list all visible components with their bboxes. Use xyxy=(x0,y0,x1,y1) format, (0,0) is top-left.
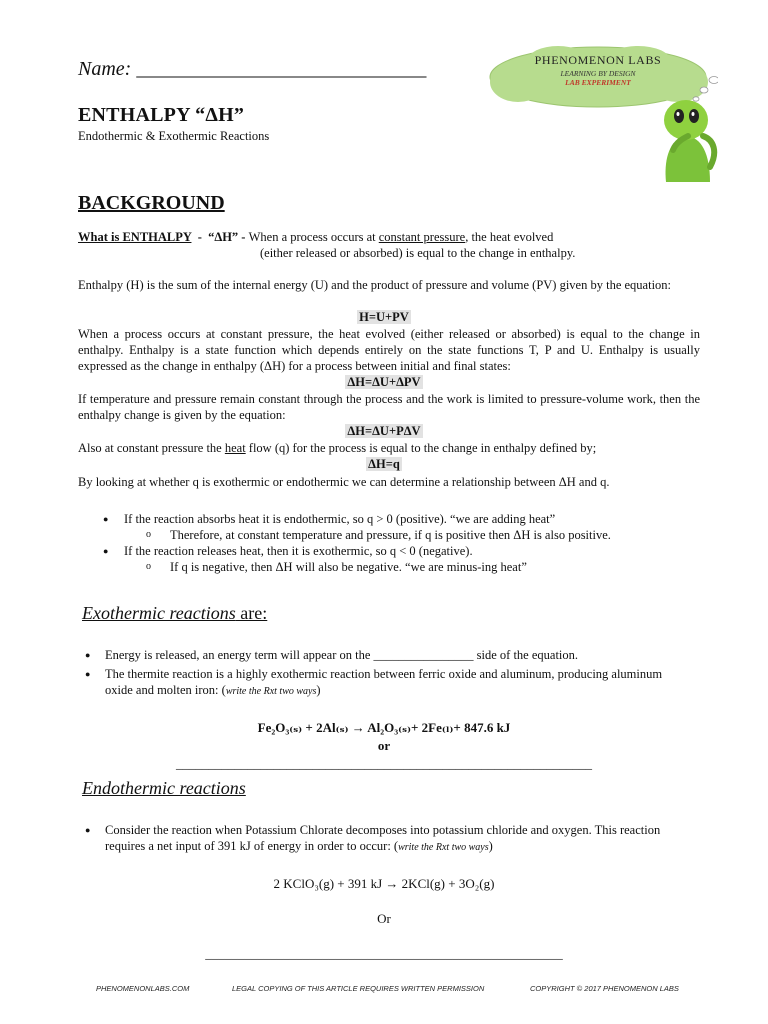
thermite-reaction: Fe₂O₃₍ₛ₎ + 2Al₍ₛ₎ → Al₂O₃₍ₛ₎+ 2Fe₍ₗ₎+ 847.6 kJ xyxy=(257,720,511,735)
bullet-dot-icon: ● xyxy=(103,546,109,556)
exo-answer-blank[interactable]: ________________________________________________________________ xyxy=(176,756,592,771)
thermite-close: ) xyxy=(316,683,321,697)
equation-1-text: H=U+PV xyxy=(359,310,409,324)
background-heading: BACKGROUND xyxy=(78,192,225,214)
bullet-dot-icon: ● xyxy=(85,669,91,679)
para-heat-flow xyxy=(78,440,700,456)
equation-1 xyxy=(0,310,768,325)
sub-bullet-positive: Therefore, at constant temperature and pressure, if q is positive then ΔH is also positive. xyxy=(170,528,611,542)
chlorate-note: write the Rxt two ways xyxy=(398,842,489,853)
logo-title: PHENOMENON LABS xyxy=(534,53,662,67)
phenomenon-labs-logo xyxy=(488,42,718,187)
bullet-endothermic: If the reaction absorbs heat it is endothermic, so q > 0 (positive). “we are adding heat” xyxy=(124,512,556,526)
footer-copyright: COPYRIGHT © 2017 PHENOMENON LABS xyxy=(530,984,679,993)
heat-flow-text-a: Also at constant pressure the xyxy=(78,441,225,455)
logo-lab-label: LAB EXPERIMENT xyxy=(565,78,631,87)
what-is-enthalpy-line xyxy=(78,229,700,245)
constant-pressure-text: constant pressure xyxy=(378,230,466,244)
endo-answer-blank[interactable]: _______________________________________________________ xyxy=(205,946,563,961)
exo-bullet-thermite xyxy=(105,666,685,700)
page-title: ENTHALPY “ΔH” xyxy=(78,104,245,126)
sub-bullet-negative: If q is negative, then ΔH will also be negative. “we are minus-ing heat” xyxy=(170,560,527,574)
endo-or: Or xyxy=(377,911,391,926)
equation-3-text: ΔH=ΔU+PΔV xyxy=(347,424,421,438)
para-enthalpy-definition: Enthalpy (H) is the sum of the internal energy (U) and the product of pressure and volume (PV) given by the equation: xyxy=(78,278,672,292)
exothermic-heading-text: Exothermic reactions xyxy=(82,603,236,623)
chlorate-close: ) xyxy=(488,839,493,853)
endothermic-heading: Endothermic reactions xyxy=(82,778,246,798)
bullet-exothermic: If the reaction releases heat, then it is exothermic, so q < 0 (negative). xyxy=(124,544,473,558)
footer-website: PHENOMENONLABS.COM xyxy=(96,984,190,993)
logo-tagline: LEARNING BY DESIGN xyxy=(560,69,636,78)
alien-thinking-icon xyxy=(664,100,714,182)
thermite-text: The thermite reaction is a highly exothermic reaction between ferric oxide and aluminum, producing aluminum oxide and molten iron: ( xyxy=(105,667,663,697)
what-text-1: When a process occurs at xyxy=(248,230,379,244)
para-state-function: When a process occurs at constant pressure, the heat evolved (either released or absorbed) is equal to the change in enthalpy. Enthalpy is a state function which depends entirely on the state functions T, P and U. Enthalpy is usually expressed as the change in enthalpy (ΔH) for a process between initial and final states: xyxy=(78,327,700,373)
what-sep: - “ΔH” - xyxy=(191,230,249,244)
equation-3 xyxy=(0,424,768,439)
thermite-note: write the Rxt two ways xyxy=(225,686,317,697)
exo-or: or xyxy=(377,738,391,753)
name-field-label: Name: _____________________________ xyxy=(78,58,427,80)
chlorate-reaction: 2 KClO₃(g) + 391 kJ → 2KCl(g) + 3O₂(g) xyxy=(273,876,495,891)
bullet-dot-icon: ● xyxy=(85,825,91,835)
what-text-2: , the heat evolved xyxy=(465,230,554,244)
heat-word: heat xyxy=(224,441,246,455)
what-line-2: (either released or absorbed) is equal to the change in enthalpy. xyxy=(260,246,576,260)
footer-legal: LEGAL COPYING OF THIS ARTICLE REQUIRES WRITTEN PERMISSION xyxy=(232,984,485,993)
equation-4-text: ΔH=q xyxy=(368,457,400,471)
sub-bullet-circle-icon: o xyxy=(146,529,151,540)
bullet-dot-icon: ● xyxy=(103,514,109,524)
equation-4 xyxy=(0,457,768,472)
exo-bullet-energy: Energy is released, an energy term will appear on the ________________ side of the equation. xyxy=(105,648,579,662)
what-is-label: What is ENTHALPY xyxy=(78,230,192,244)
para-relationship: By looking at whether q is exothermic or endothermic we can determine a relationship between ΔH and q. xyxy=(78,475,610,489)
page-subtitle: Endothermic & Exothermic Reactions xyxy=(78,129,270,143)
equation-2 xyxy=(0,375,768,390)
bullet-dot-icon: ● xyxy=(85,650,91,660)
sub-bullet-circle-icon: o xyxy=(146,561,151,572)
para-constant-temp: If temperature and pressure remain constant through the process and the work is limited to pressure-volume work, then the enthalpy change is given by the equation: xyxy=(78,392,700,422)
exothermic-heading-suffix: are: xyxy=(235,603,268,623)
heat-flow-text-b: flow (q) for the process is equal to the change in enthalpy defined by; xyxy=(245,441,597,455)
exothermic-heading xyxy=(82,603,267,624)
endo-bullet-chlorate xyxy=(105,822,685,856)
equation-2-text: ΔH=ΔU+ΔPV xyxy=(347,375,421,389)
chlorate-text: Consider the reaction when Potassium Chlorate decomposes into potassium chloride and oxygen. This reaction requires a net input of 391 kJ of energy in order to occur: ( xyxy=(105,823,661,853)
